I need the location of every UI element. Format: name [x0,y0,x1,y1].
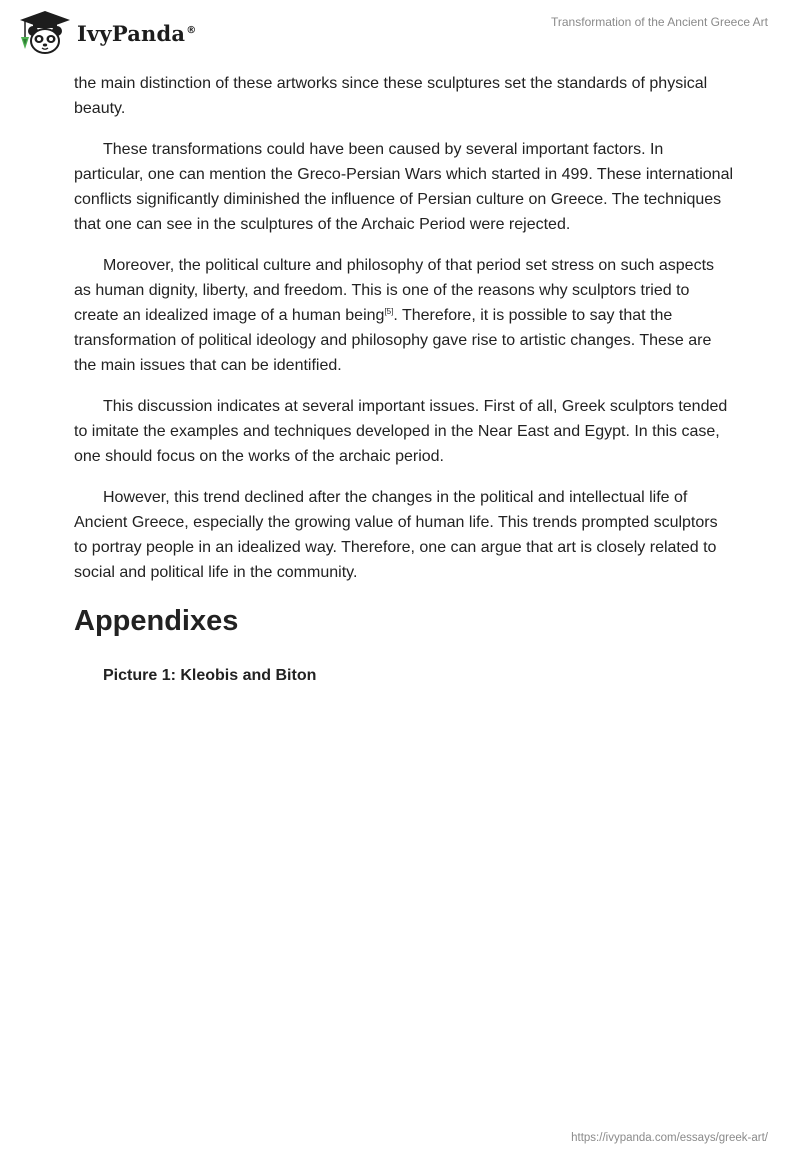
page-header [0,0,800,60]
picture-caption: Picture 1: Kleobis and Biton [103,667,317,684]
registered-mark: ® [186,24,197,36]
brand-name: IvyPanda® [77,20,197,46]
panda-graduate-icon [14,9,76,57]
footer-url[interactable]: https://ivypanda.com/essays/greek-art/ [571,1132,768,1144]
paragraph-1: the main distinction of these artworks since these sculptures set the standards of physical beauty. [74,75,708,117]
paragraph-3-text-before: Moreover, the political culture and philosophy of that period set stress on such aspects as human dignity, liberty, and freedom. This is one of the reasons why sculptors tried to create an idealized image of a human being [74,257,715,324]
appendix-heading: Appendixes [74,605,239,637]
running-title: Transformation of the Ancient Greece Art [551,15,768,29]
brand-logo[interactable] [14,9,196,57]
paragraph-3-text-after: . Therefore, it is possible to say that the transformation of political ideology and philosophy gave rise to artistic changes. These are the main issues that can be identified. [74,307,712,374]
paragraph-3 [74,253,734,378]
footnote-ref-5[interactable]: [5] [384,307,394,316]
paragraph-4: This discussion indicates at several important issues. First of all, Greek sculptors tended to imitate the examples and techniques developed in the Near East and Egypt. In this case, one should focus on the works of the archaic period. [74,398,728,465]
essay-body [74,71,734,687]
paragraph-5: However, this trend declined after the changes in the political and intellectual life of Ancient Greece, especially the growing value of human life. This trends prompted sculptors to portray people in an idealized way. Therefore, one can argue that art is closely related to social and political life in the community. [74,489,718,581]
paragraph-2: These transformations could have been caused by several important factors. In particular, one can mention the Greco-Persian Wars which started in 499. These international conflicts significantly diminished the influence of Persian culture on Greece. The techniques that one can see in the sculptures of the Archaic Period were rejected. [74,141,734,233]
